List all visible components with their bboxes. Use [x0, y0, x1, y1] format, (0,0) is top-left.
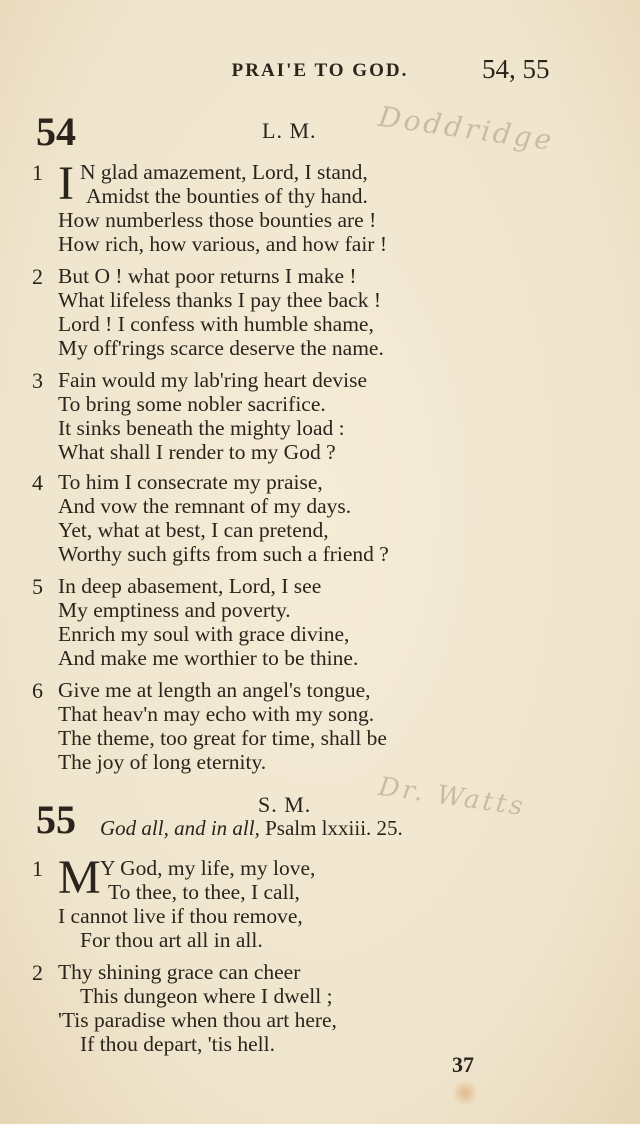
verse-line: Amidst the bounties of thy hand. [86, 184, 368, 208]
running-header-hymn-numbers: 54, 55 [482, 54, 550, 84]
verse-line: To thee, to thee, I call, [108, 880, 300, 904]
verse-line: That heav'n may echo with my song. [58, 702, 375, 726]
scripture-reference: Psalm lxxiii. 25. [265, 816, 403, 840]
hymn-55-handwritten-author: Dr. Watts [376, 771, 528, 823]
verse-line: This dungeon where I dwell ; [80, 984, 333, 1008]
drop-cap: M [58, 851, 101, 904]
verse-line: Y God, my life, my love, [100, 856, 316, 880]
verse-line: Fain would my lab'ring heart devise [58, 368, 367, 392]
verse-line: What lifeless thanks I pay thee back ! [58, 288, 381, 312]
verse-line: 'Tis paradise when thou art here, [58, 1008, 337, 1032]
subtitle-theme: God all, and in all, [100, 816, 260, 840]
verse-line: Worthy such gifts from such a friend ? [58, 542, 389, 566]
verse-line: In deep abasement, Lord, I see [58, 574, 322, 598]
verse-line: My emptiness and poverty. [58, 598, 291, 622]
hymn-55-subtitle [100, 816, 403, 841]
running-header-title: PRAI'E TO GOD. [231, 60, 409, 81]
verse-line: To bring some nobler sacrifice. [58, 392, 326, 416]
stanza-number: 5 [32, 574, 43, 599]
stanza-number: 4 [32, 470, 43, 495]
verse-line: For thou art all in all. [80, 928, 263, 952]
verse-line: Yet, what at best, I can pretend, [58, 518, 329, 542]
verse-line: But O ! what poor returns I make ! [58, 264, 357, 288]
stanza-number: 2 [32, 960, 43, 985]
hymn-55-number: 55 [36, 797, 76, 842]
hymn-54-handwritten-author: Doddridge [376, 99, 557, 158]
verse-line: The theme, too great for time, shall be [58, 726, 387, 750]
verse-line: Give me at length an angel's tongue, [58, 678, 371, 702]
verse-line: The joy of long eternity. [58, 750, 267, 774]
verse-line: What shall I render to my God ? [58, 440, 336, 464]
stanza-number: 3 [32, 368, 43, 393]
verse-line: Thy shining grace can cheer [58, 960, 301, 984]
verse-line: To him I consecrate my praise, [58, 470, 323, 494]
stanza-number: 1 [32, 856, 43, 881]
verse-line: And vow the remnant of my days. [58, 494, 352, 518]
drop-cap: I [58, 157, 74, 210]
verse-line: Lord ! I confess with humble shame, [58, 312, 374, 336]
verse-line: Enrich my soul with grace divine, [58, 622, 350, 646]
stanza-number: 1 [32, 160, 43, 185]
paper-stain [452, 1080, 478, 1106]
hymn-54-meter: L. M. [262, 118, 317, 143]
verse-line: And make me worthier to be thine. [58, 646, 359, 670]
hymn-54-number: 54 [36, 109, 76, 154]
verse-line: How numberless those bounties are ! [58, 208, 377, 232]
verse-line: It sinks beneath the mighty load : [58, 416, 345, 440]
verse-line: I cannot live if thou remove, [58, 904, 303, 928]
page-number: 37 [452, 1052, 474, 1077]
verse-line: My off'rings scarce deserve the name. [58, 336, 384, 360]
verse-line: If thou depart, 'tis hell. [80, 1032, 275, 1056]
hymn-55-meter: S. M. [258, 792, 312, 817]
stanza-number: 6 [32, 678, 43, 703]
verse-line: N glad amazement, Lord, I stand, [80, 160, 368, 184]
verse-line: How rich, how various, and how fair ! [58, 232, 387, 256]
stanza-number: 2 [32, 264, 43, 289]
